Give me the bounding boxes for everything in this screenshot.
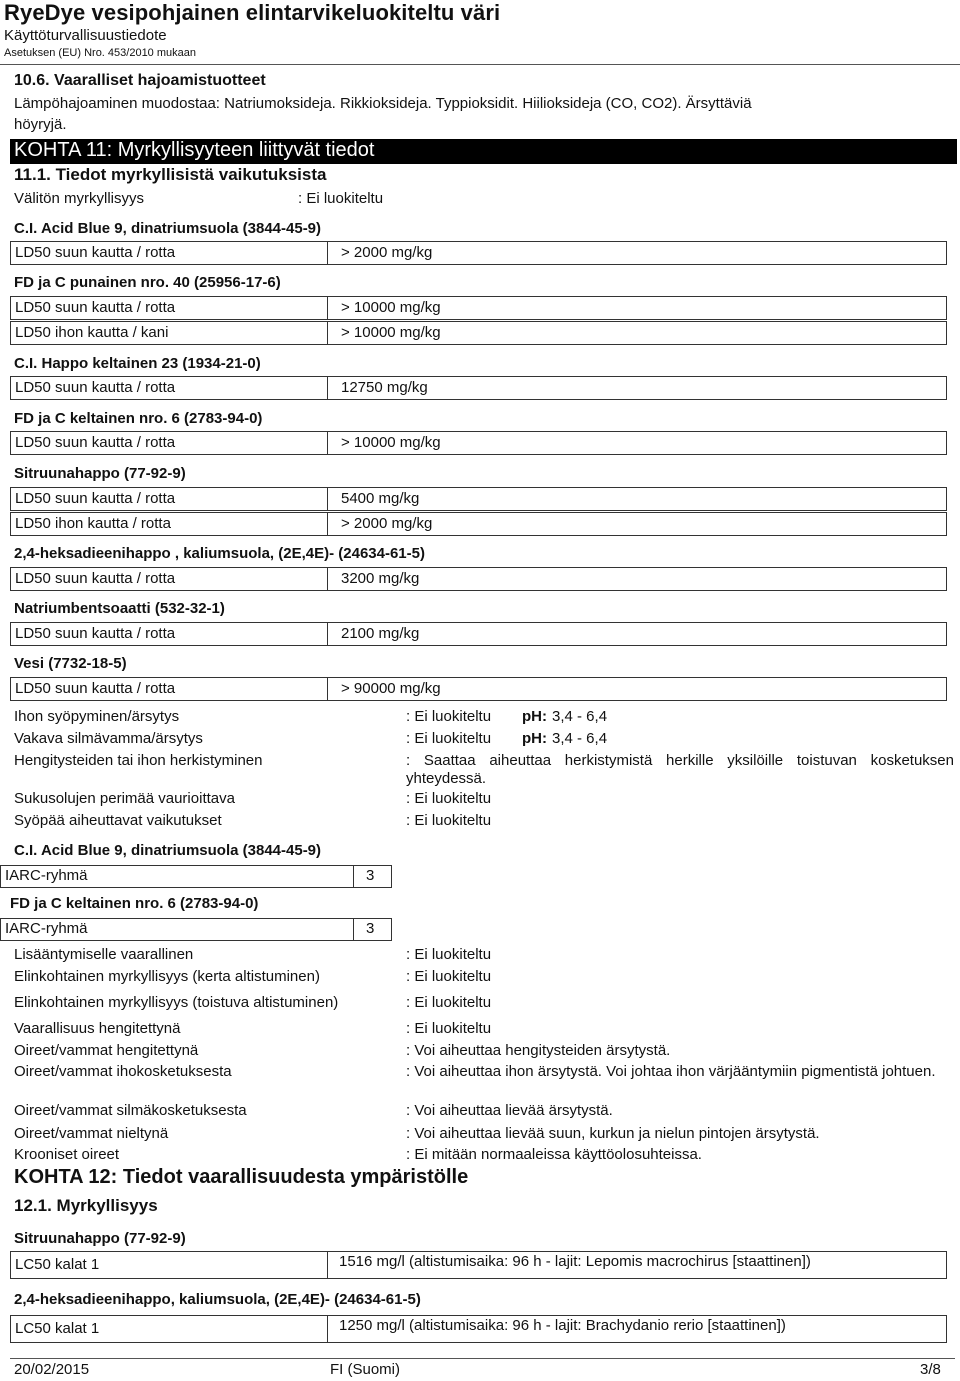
section-11-heading: KOHTA 11: Myrkyllisyyteen liittyvät tiedot xyxy=(14,139,375,161)
effect-value: : Ei luokiteltu xyxy=(406,730,492,747)
effect-label: Syöpää aiheuttavat vaikutukset xyxy=(14,812,222,829)
document-title: RyeDye vesipohjainen elintarvikeluokiteltu väri xyxy=(4,0,501,25)
section-10-6-text-line1: Lämpöhajoaminen muodostaa: Natriumoksideja. Rikkioksideja. Typpioksidit. Hiilioksideja (CO, CO2). Ärsyttäviä xyxy=(14,95,752,112)
ld50-row xyxy=(10,241,947,265)
ld50-label: LD50 suun kautta / rotta xyxy=(15,434,176,451)
ld50-row xyxy=(10,321,947,345)
section-11-1-heading: 11.1. Tiedot myrkyllisistä vaikutuksista xyxy=(14,165,327,184)
ld50-row xyxy=(10,567,947,591)
ld50-label: LD50 ihon kautta / rotta xyxy=(15,515,171,532)
effect-value: : Ei luokiteltu xyxy=(406,946,492,963)
acute-toxicity-label: Välitön myrkyllisyys xyxy=(14,190,145,207)
effect-label: Lisääntymiselle vaarallinen xyxy=(14,946,194,963)
ld50-row xyxy=(10,487,947,511)
effect-value: : Voi aiheuttaa hengitysteiden ärsytystä. xyxy=(406,1042,671,1059)
cell-divider xyxy=(327,1316,328,1342)
effect-value: : Ei mitään normaaleissa käyttöolosuhteissa. xyxy=(406,1146,702,1163)
footer-date: 20/02/2015 xyxy=(14,1361,90,1378)
cell-divider xyxy=(327,242,328,264)
effect-value: : Ei luokiteltu xyxy=(406,968,492,985)
ld50-row xyxy=(10,376,947,400)
ld50-row xyxy=(10,296,947,320)
effect-label: Oireet/vammat hengitettynä xyxy=(14,1042,199,1059)
effect-label: Sukusolujen perimää vaurioittava xyxy=(14,790,235,807)
cell-divider xyxy=(327,623,328,645)
document-subtitle: Käyttöturvallisuustiedote xyxy=(4,27,167,44)
effect-label: Oireet/vammat nieltynä xyxy=(14,1125,169,1142)
effect-value: : Voi aiheuttaa lievää ärsytystä. xyxy=(406,1102,613,1119)
effect-label: Vaarallisuus hengitettynä xyxy=(14,1020,181,1037)
cell-divider xyxy=(327,488,328,510)
eco-substance-name: Sitruunahappo (77-92-9) xyxy=(14,1230,186,1247)
effect-value: : Ei luokiteltu xyxy=(406,790,492,807)
cell-divider xyxy=(327,432,328,454)
lc50-row xyxy=(10,1315,947,1343)
effect-label: Elinkohtainen myrkyllisyys (kerta altistuminen) xyxy=(14,968,320,985)
lc50-row xyxy=(10,1251,947,1279)
effect-label: Oireet/vammat silmäkosketuksesta xyxy=(14,1102,247,1119)
effect-label: Elinkohtainen myrkyllisyys (toistuva altistuminen) xyxy=(14,994,339,1011)
section-11-heading-bar xyxy=(10,139,957,164)
cell-divider xyxy=(327,678,328,700)
substance-name: FD ja C punainen nro. 40 (25956-17-6) xyxy=(14,274,281,291)
lc50-label: LC50 kalat 1 xyxy=(15,1256,100,1273)
header-divider xyxy=(0,64,960,65)
cell-divider xyxy=(327,322,328,344)
iarc-row xyxy=(0,865,392,888)
ph-label: pH: xyxy=(522,708,547,725)
effect-value: : Ei luokiteltu xyxy=(406,994,492,1011)
substance-name: 2,4-heksadieenihappo , kaliumsuola, (2E,4E)- (24634-61-5) xyxy=(14,545,425,562)
footer-divider xyxy=(10,1358,955,1359)
effect-value: : Voi aiheuttaa ihon ärsytystä. Voi johtaa ihon värjääntymiin pigmentistä johtuen. xyxy=(406,1063,936,1080)
ld50-label: LD50 suun kautta / rotta xyxy=(15,244,176,261)
ld50-value: > 10000 mg/kg xyxy=(341,324,441,341)
ld50-value: > 2000 mg/kg xyxy=(341,244,433,261)
footer-page-number: 3/8 xyxy=(920,1361,941,1378)
substance-name: Vesi (7732-18-5) xyxy=(14,655,127,672)
effect-value: : Voi aiheuttaa lievää suun, kurkun ja nielun pintojen ärsytystä. xyxy=(406,1125,820,1142)
ld50-label: LD50 suun kautta / rotta xyxy=(15,570,176,587)
iarc-label: IARC-ryhmä xyxy=(5,920,88,937)
ld50-value: > 10000 mg/kg xyxy=(341,299,441,316)
ld50-value: > 10000 mg/kg xyxy=(341,434,441,451)
ld50-value: 3200 mg/kg xyxy=(341,570,420,587)
lc50-label: LC50 kalat 1 xyxy=(15,1320,100,1337)
ld50-value: > 2000 mg/kg xyxy=(341,515,433,532)
ld50-value: > 90000 mg/kg xyxy=(341,680,441,697)
effect-value: : Ei luokiteltu xyxy=(406,1020,492,1037)
iarc-substance-name: C.I. Acid Blue 9, dinatriumsuola (3844-45-9) xyxy=(14,842,322,859)
ld50-row xyxy=(10,622,947,646)
effect-label: Krooniset oireet xyxy=(14,1146,120,1163)
effect-value: : Saattaa aiheuttaa herkistymistä herkille yksilöille toistuvan kosketuksen yhteydessä. xyxy=(406,752,954,787)
cell-divider xyxy=(353,919,354,940)
iarc-label: IARC-ryhmä xyxy=(5,867,88,884)
effect-label: Ihon syöpyminen/ärsytys xyxy=(14,708,180,725)
effect-value: : Ei luokiteltu xyxy=(406,812,492,829)
cell-divider xyxy=(327,1252,328,1278)
ph-value: 3,4 - 6,4 xyxy=(552,730,608,747)
ld50-label: LD50 suun kautta / rotta xyxy=(15,680,176,697)
substance-name: Natriumbentsoaatti (532-32-1) xyxy=(14,600,225,617)
section-12-1-heading: 12.1. Myrkyllisyys xyxy=(14,1196,158,1215)
iarc-value: 3 xyxy=(366,867,375,884)
ld50-label: LD50 suun kautta / rotta xyxy=(15,625,176,642)
ld50-label: LD50 suun kautta / rotta xyxy=(15,490,176,507)
footer-language: FI (Suomi) xyxy=(330,1361,401,1378)
ld50-value: 2100 mg/kg xyxy=(341,625,420,642)
section-10-6-text-line2: höyryjä. xyxy=(14,116,67,133)
substance-name: C.I. Acid Blue 9, dinatriumsuola (3844-45-9) xyxy=(14,220,322,237)
lc50-value: 1250 mg/l (altistumisaika: 96 h - lajit: Brachydanio rerio [staattinen]) xyxy=(339,1317,786,1334)
substance-name: FD ja C keltainen nro. 6 (2783-94-0) xyxy=(14,410,263,427)
eco-substance-name: 2,4-heksadieenihappo, kaliumsuola, (2E,4E)- (24634-61-5) xyxy=(14,1291,421,1308)
ld50-value: 5400 mg/kg xyxy=(341,490,420,507)
cell-divider xyxy=(327,513,328,535)
iarc-row xyxy=(0,918,392,941)
iarc-value: 3 xyxy=(366,920,375,937)
regulation-note: Asetuksen (EU) Nro. 453/2010 mukaan xyxy=(4,47,196,59)
cell-divider xyxy=(327,297,328,319)
lc50-value: 1516 mg/l (altistumisaika: 96 h - lajit: Lepomis macrochirus [staattinen]) xyxy=(339,1253,811,1270)
effect-label: Hengitysteiden tai ihon herkistyminen xyxy=(14,752,263,769)
ld50-label: LD50 ihon kautta / kani xyxy=(15,324,169,341)
section-12-heading: KOHTA 12: Tiedot vaarallisuudesta ympäristölle xyxy=(14,1166,469,1188)
ld50-row xyxy=(10,431,947,455)
section-10-6-heading: 10.6. Vaaralliset hajoamistuotteet xyxy=(14,72,266,89)
cell-divider xyxy=(327,377,328,399)
iarc-substance-name: FD ja C keltainen nro. 6 (2783-94-0) xyxy=(10,895,259,912)
ld50-row xyxy=(10,677,947,701)
ph-value: 3,4 - 6,4 xyxy=(552,708,608,725)
substance-name: C.I. Happo keltainen 23 (1934-21-0) xyxy=(14,355,261,372)
ld50-label: LD50 suun kautta / rotta xyxy=(15,299,176,316)
ld50-row xyxy=(10,512,947,536)
acute-toxicity-value: : Ei luokiteltu xyxy=(298,190,384,207)
effect-label: Oireet/vammat ihokosketuksesta xyxy=(14,1063,232,1080)
ph-label: pH: xyxy=(522,730,547,747)
effect-label: Vakava silmävamma/ärsytys xyxy=(14,730,203,747)
ld50-label: LD50 suun kautta / rotta xyxy=(15,379,176,396)
substance-name: Sitruunahappo (77-92-9) xyxy=(14,465,186,482)
effect-value: : Ei luokiteltu xyxy=(406,708,492,725)
ld50-value: 12750 mg/kg xyxy=(341,379,428,396)
cell-divider xyxy=(327,568,328,590)
cell-divider xyxy=(353,866,354,887)
